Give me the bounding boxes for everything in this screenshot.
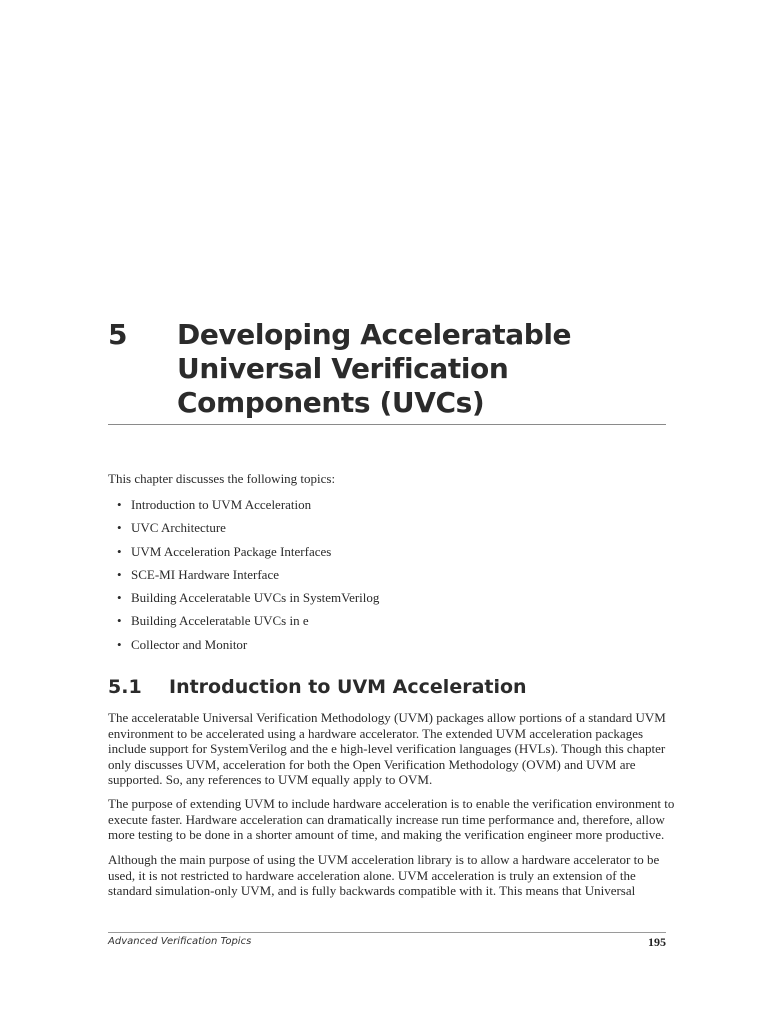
- topic-label: UVC Architecture: [131, 520, 226, 536]
- list-item: [108, 612, 668, 635]
- topic-label: UVM Acceleration Package Interfaces: [131, 543, 332, 559]
- list-item: [108, 543, 668, 566]
- topic-label: Building Acceleratable UVCs in e: [131, 613, 309, 629]
- body-paragraph: [108, 852, 668, 899]
- paragraph-line: include support for SystemVerilog and the e high-level verification languages (HVLs). Though this chapter: [108, 741, 666, 757]
- footer-divider: [108, 932, 666, 933]
- paragraph-line: supported. So, any references to UVM equally apply to OVM.: [108, 772, 433, 788]
- paragraph-line: The purpose of extending UVM to include hardware acceleration is to enable the verification environment to: [108, 796, 675, 811]
- chapter-title-line: Components (UVCs): [177, 386, 485, 419]
- footer-book-title: Advanced Verification Topics: [108, 936, 252, 947]
- topic-label: SCE-MI Hardware Interface: [131, 566, 279, 582]
- intro-text: This chapter discusses the following topics:: [108, 471, 336, 486]
- paragraph-line: only discusses UVM, acceleration for both the Open Verification Methodology (OVM) and UVM are: [108, 756, 636, 772]
- bullet-icon: •: [117, 520, 122, 536]
- section-title: Introduction to UVM Acceleration: [169, 676, 527, 698]
- paragraph-line: execute faster. Hardware acceleration can dramatically increase run time performance and, therefore, allow: [108, 811, 665, 827]
- paragraph-line: standard simulation-only UVM, and is fully backwards compatible with it. This means that Universal: [108, 883, 636, 899]
- topic-list: [108, 496, 668, 659]
- bullet-icon: •: [117, 543, 122, 559]
- bullet-icon: •: [117, 613, 122, 629]
- chapter-title-line: Universal Verification: [177, 352, 509, 385]
- chapter-title-line: Developing Acceleratable: [177, 318, 572, 351]
- paragraph-line: The acceleratable Universal Verification Methodology (UVM) packages allow portions of a standard UVM: [108, 710, 666, 725]
- bullet-icon: •: [117, 590, 122, 606]
- list-item: [108, 636, 668, 659]
- topic-label: Collector and Monitor: [131, 636, 248, 652]
- list-item: [108, 519, 668, 542]
- page-number: 195: [648, 935, 666, 949]
- paragraph-line: Although the main purpose of using the UVM acceleration library is to allow a hardware accelerator to be: [108, 852, 660, 867]
- chapter-divider: [108, 424, 666, 425]
- paragraph-line: more testing to be done in a shorter amount of time, and making the verification engineer more productive.: [108, 827, 665, 843]
- body-paragraph: [108, 796, 675, 843]
- bullet-icon: •: [117, 566, 122, 582]
- list-item: [108, 496, 668, 519]
- bullet-icon: •: [117, 636, 122, 652]
- list-item: [108, 566, 668, 589]
- topic-label: Introduction to UVM Acceleration: [131, 497, 312, 512]
- list-item: [108, 589, 668, 612]
- topic-label: Building Acceleratable UVCs in SystemVerilog: [131, 590, 380, 606]
- bullet-icon: •: [117, 497, 122, 512]
- paragraph-line: environment to be accelerated using a hardware accelerator. The extended UVM acceleration packages: [108, 725, 644, 741]
- chapter-title: [177, 318, 657, 420]
- paragraph-line: used, it is not restricted to hardware acceleration alone. UVM acceleration is truly an extension of the: [108, 867, 636, 883]
- chapter-number: 5: [108, 318, 128, 351]
- body-paragraph: [108, 710, 668, 788]
- section-number: 5.1: [108, 676, 142, 698]
